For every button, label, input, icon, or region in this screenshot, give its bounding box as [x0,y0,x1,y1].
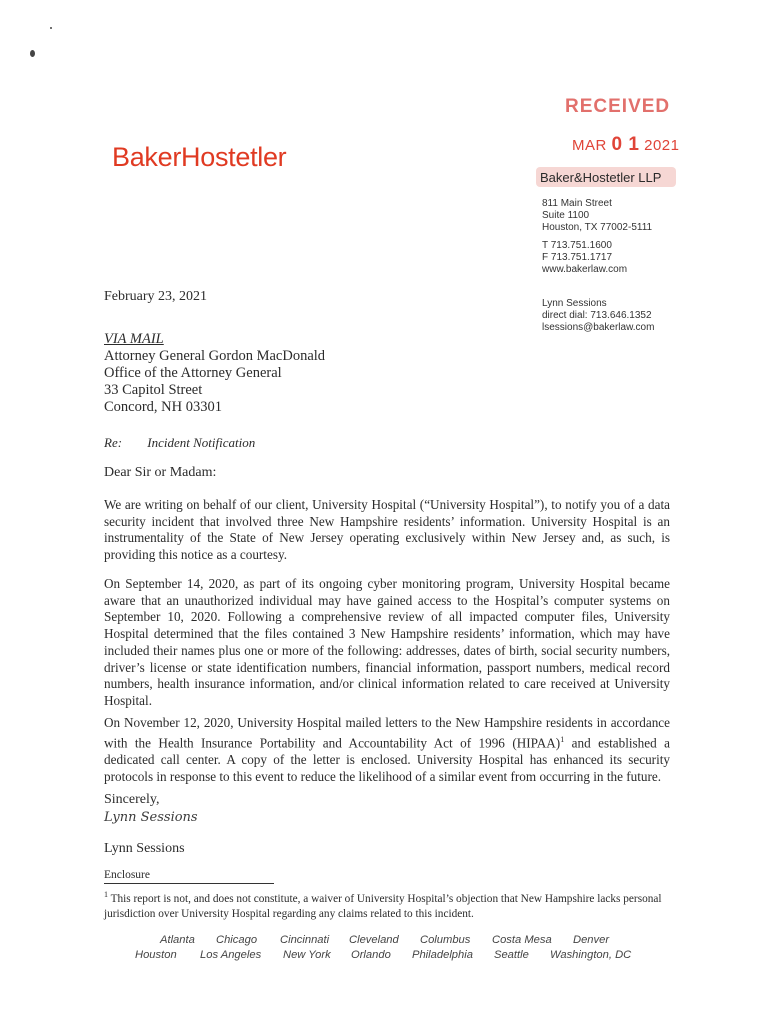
office-city: Cincinnati [280,934,330,946]
stamp-month: MAR [572,137,607,154]
office-city: Orlando [351,949,391,961]
recipient-line: Attorney General Gordon MacDonald [104,348,326,364]
office-city: Costa Mesa [492,934,552,946]
footnote-text: This report is not, and does not constitute, a waiver of University Hospital’s objection that New Hampshire lacks personal jurisdiction over University Hospital regarding any claims related to this incident. [104,892,662,920]
firm-logo: BakerHostetler [112,142,287,172]
office-city: Houston [135,949,177,961]
enclosure-label: Enclosure [104,869,150,881]
office-city: Atlanta [160,934,195,946]
office-fax: F 713.751.1717 [542,252,613,263]
office-city: Los Angeles [200,949,262,961]
delivery-method: VIA MAIL [104,331,164,347]
office-city: New York [283,949,331,961]
office-address [542,198,652,234]
signature-script: Lynn Sessions [104,810,198,825]
office-contact [542,240,627,276]
footnote-marker: 1 [104,890,108,899]
office-website: www.bakerlaw.com [542,264,628,275]
letter-date: February 23, 2021 [104,289,208,304]
firm-name: Baker&Hostetler LLP [540,170,662,185]
address-line: 811 Main Street [542,198,612,209]
handwritten-signature [104,810,198,825]
office-city: Philadelphia [412,949,473,961]
re-label: Re: [104,435,123,450]
body-paragraph-3 [104,715,670,785]
body-paragraph-2: On September 14, 2020, as part of its ongoing cyber monitoring program, University Hospital became aware that an unauthorized individual may have gained access to the Hospital’s computer systems on September 10, 2020. Following a comprehensive review of all impacted computer files, University Hospital determined that the files contained 3 New Hampshire residents’ information, which may have included their names plus one or more of the following: addresses, dates of birth, social security numbers, driver’s license or state identification numbers, financial information, passport numbers, medical record numbers, health insurance information, and/or clinical information related to care received at University Hospital. [104,576,670,708]
recipient-block [104,331,325,416]
office-city: Seattle [494,949,529,961]
address-line: Suite 1100 [542,210,590,221]
re-line [104,435,255,451]
office-city: Cleveland [349,934,399,946]
paragraph-3-text-cont: and established a dedicated call center. A copy of the letter is enclosed. University Hospital has enhanced its security protocols in response to this event to reduce the likelihood of a similar event from occurring in the future. [104,735,670,784]
received-stamp: RECEIVED [565,96,671,117]
firm-name-stamp [540,170,661,185]
scan-speck [50,27,52,29]
office-city: Washington, DC [550,949,632,961]
footnote [104,887,670,922]
office-city: Denver [573,934,610,946]
signer-name: Lynn Sessions [104,841,185,856]
recipient-line: 33 Capitol Street [104,382,203,398]
footnote-reference: 1 [560,734,565,744]
author-direct-dial: direct dial: 713.646.1352 [542,310,652,321]
closing: Sincerely, [104,792,160,807]
salutation: Dear Sir or Madam: [104,465,217,480]
re-subject: Incident Notification [147,435,256,450]
office-city: Columbus [420,934,471,946]
address-line: Houston, TX 77002-5111 [542,222,653,233]
recipient-line: Office of the Attorney General [104,365,282,381]
paragraph-3-text: On November 12, 2020, University Hospital mailed letters to the New Hampshire residents in accordance with the Health Insurance Portability and Accountability Act of 1996 (HIPAA) [104,715,670,751]
stamp-day: 0 1 [611,134,640,155]
received-stamp-date [572,134,679,156]
author-email: lsessions@bakerlaw.com [542,322,655,333]
recipient-line: Concord, NH 03301 [104,399,223,415]
office-city: Chicago [216,934,258,946]
author-name: Lynn Sessions [542,298,607,309]
footnote-divider [104,883,274,884]
scan-speck [30,50,35,57]
stamp-year: 2021 [644,137,680,154]
body-paragraph-1: We are writing on behalf of our client, University Hospital (“University Hospital”), to notify you of a data security incident that involved three New Hampshire residents’ information. University Hospital is an instrumentality of the State of New Jersey operating exclusively within New Jersey and, as such, is providing this notice as a courtesy. [104,497,670,563]
office-phone: T 713.751.1600 [542,240,612,251]
author-contact [542,298,654,334]
